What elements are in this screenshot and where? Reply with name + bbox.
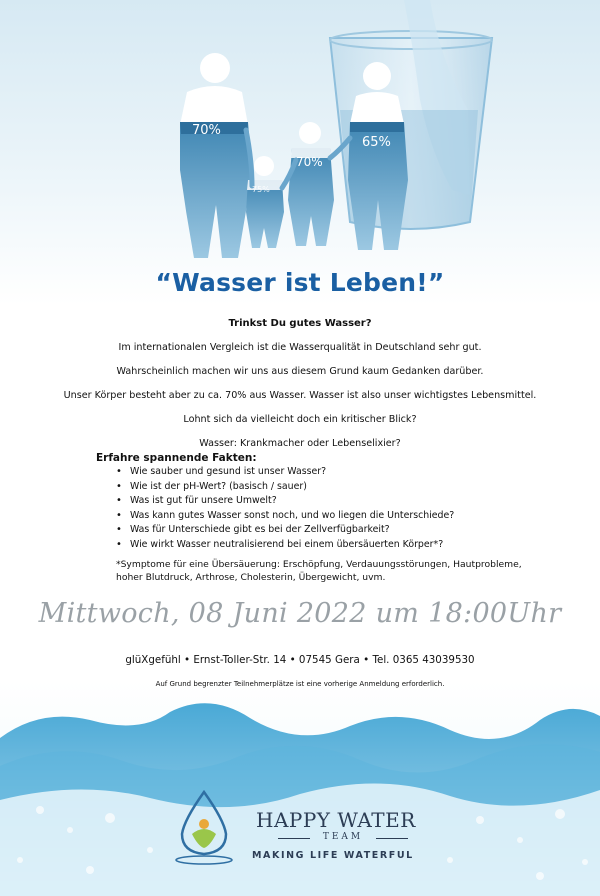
intro-paragraph: Wasser: Krankmacher oder Lebenselixier? — [199, 438, 401, 449]
intro-paragraph: Wahrscheinlich machen wir uns aus diesem Grund kaum Gedanken darüber. — [116, 366, 484, 377]
fact-item: • Wie ist der pH-Wert? (basisch / sauer) — [118, 480, 536, 495]
fact-item: • Wie sauber und gesund ist unser Wasser? — [118, 465, 536, 480]
event-date: Mittwoch, 08 Juni 2022 um 18:00Uhr — [38, 598, 562, 629]
hero-illustration — [0, 0, 600, 270]
happy-water-brand — [170, 790, 450, 870]
fact-item: • Was kann gutes Wasser sonst noch, und wo liegen die Unterschiede? — [118, 509, 536, 524]
percent-label-small-child: 75% — [252, 185, 270, 194]
intro-paragraph: Unser Körper besteht aber zu ca. 70% aus Wasser. Wasser ist also unser wichtigstes Lebensmittel. — [63, 390, 537, 401]
intro-question: Trinkst Du gutes Wasser? — [228, 318, 372, 329]
facts-list — [96, 465, 536, 553]
percent-label-left: 70% — [192, 123, 221, 138]
percent-label-right: 65% — [362, 135, 391, 150]
symptoms-footnote: *Symptome für eine Übersäuerung: Erschöpfung, Verdauungsstörungen, Hautprobleme, hoher Blutdruck, Arthrose, Cholesterin, Übergewicht, uvm. — [116, 559, 522, 583]
facts-section — [96, 452, 536, 553]
intro-section — [40, 318, 560, 462]
fact-item: • Wie wirkt Wasser neutralisierend bei einem übersäuerten Körper*? — [118, 538, 536, 553]
fact-item: • Was ist gut für unsere Umwelt? — [118, 494, 536, 509]
brand-team: TEAM — [278, 832, 408, 842]
water-drop-logo-icon — [170, 790, 238, 866]
intro-paragraph: Im internationalen Vergleich ist die Wasserqualität in Deutschland sehr gut. — [118, 342, 482, 353]
intro-paragraph: Lohnt sich da vielleicht doch ein kritischer Blick? — [183, 414, 417, 425]
headline: “Wasser ist Leben!” — [155, 268, 445, 297]
registration-notice: Auf Grund begrenzter Teilnehmerplätze ist eine vorherige Anmeldung erforderlich. — [155, 680, 445, 688]
facts-heading: Erfahre spannende Fakten: — [96, 452, 257, 464]
fact-item: • Was für Unterschiede gibt es bei der Zellverfügbarkeit? — [118, 523, 536, 538]
adult-left-figure — [180, 53, 252, 258]
brand-name: HAPPY WATER — [256, 808, 416, 832]
percent-label-child: 70% — [296, 155, 323, 169]
brand-tagline: MAKING LIFE WATERFUL — [252, 850, 414, 861]
child-figure — [288, 122, 334, 246]
address-line: glüXgefühl • Ernst-Toller-Str. 14 • 07545 Gera • Tel. 0365 43039530 — [125, 654, 475, 666]
